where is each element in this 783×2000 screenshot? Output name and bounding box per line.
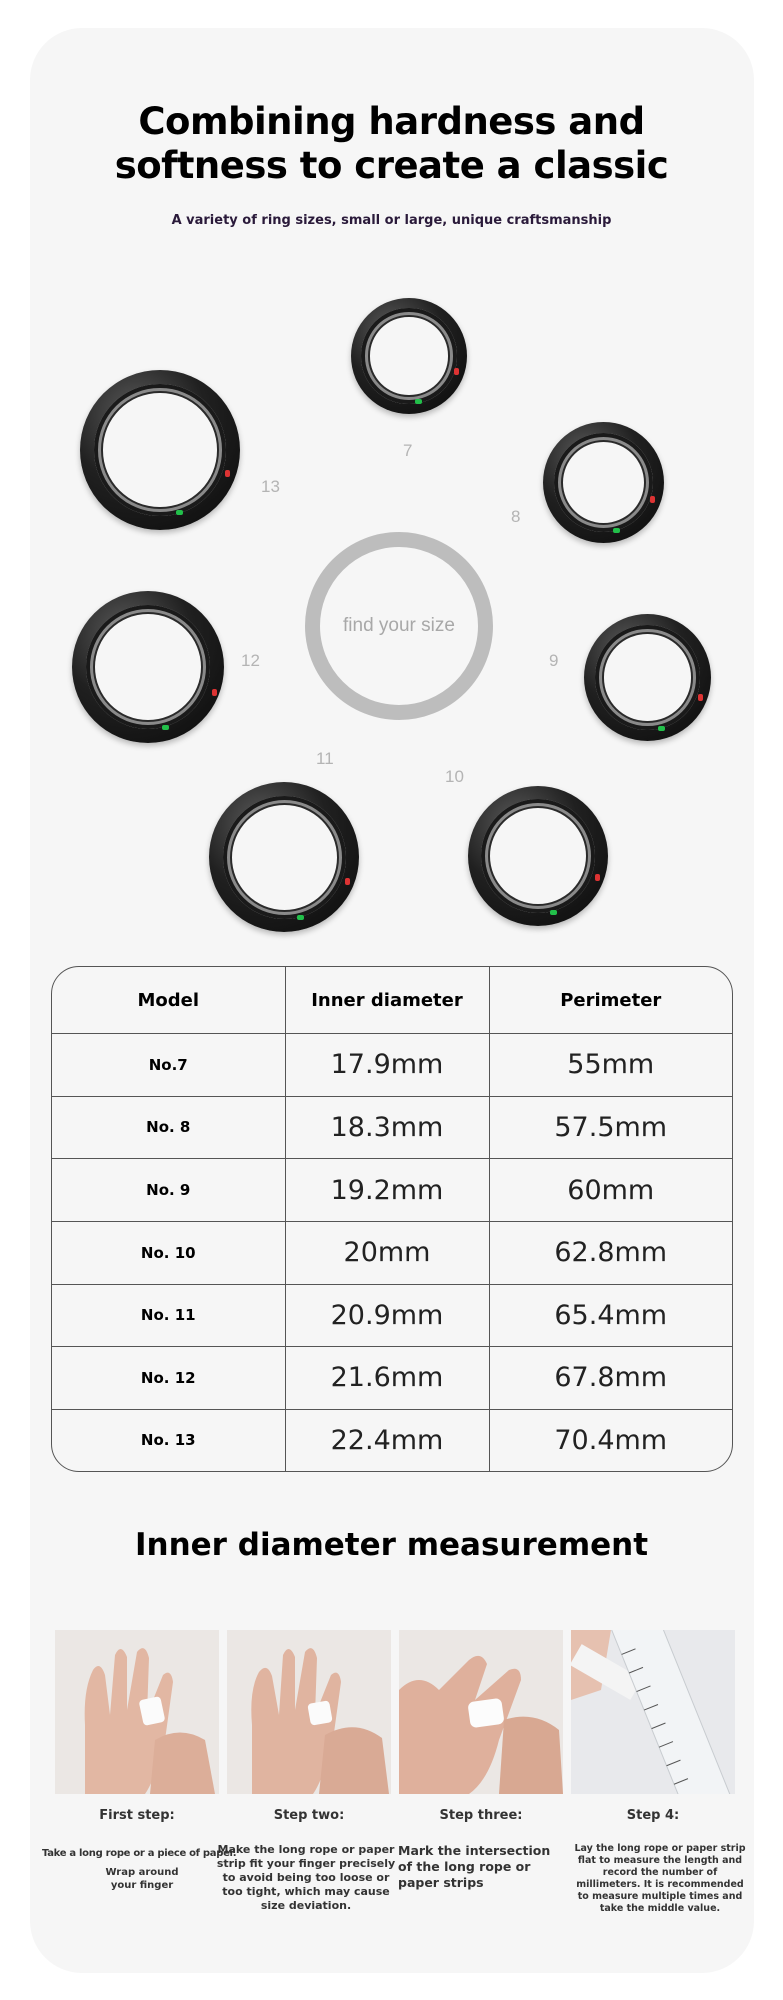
step-3-photo [399,1630,563,1794]
table-row [52,1409,732,1471]
size-label-8: 8 [511,507,521,526]
inner-diameter-cell: 21.6mm [285,1347,489,1410]
model-cell: No. 12 [52,1347,285,1410]
inner-diameter-cell: 20mm [285,1221,489,1284]
perimeter-cell: 57.5mm [489,1096,732,1159]
step-1-title: First step: [99,1808,175,1823]
step-4-photo [571,1630,735,1794]
page-subtitle: A variety of ring sizes, small or large, unique craftsmanship [171,213,612,228]
perimeter-cell: 65.4mm [489,1284,732,1347]
ring-size-12 [72,591,224,743]
table-row [52,1034,732,1097]
header-perimeter: Perimeter [489,967,732,1034]
header-inner-diameter: Inner diameter [285,967,489,1034]
ring-size-8 [543,422,664,543]
perimeter-cell: 62.8mm [489,1221,732,1284]
title-line-2: softness to create a classic [114,144,669,187]
ring-size-10 [468,786,608,926]
size-table [51,966,733,1472]
perimeter-cell: 70.4mm [554,1424,668,1456]
model-cell: No. 8 [52,1096,285,1159]
title-line-1: Combining hardness and [138,100,645,143]
step-3-title: Step three: [439,1808,523,1823]
model-cell: No. 10 [52,1221,285,1284]
size-label-7: 7 [403,441,413,460]
step-4-desc: Lay the long rope or paper strip flat to measure the length and record the number of millimeters. It is recommended to measure multiple times and take the middle value. [574,1843,746,1914]
model-cell: No. 11 [52,1284,285,1347]
step-3-desc: Mark the intersection of the long rope or paper strips [398,1843,551,1890]
table-row [52,1284,732,1347]
header-model: Model [52,967,285,1034]
step-4-title: Step 4: [626,1808,680,1823]
ring-size-7 [351,298,467,414]
size-label-12: 12 [241,651,260,670]
model-cell: No. 9 [52,1159,285,1222]
find-size-text: find your size [343,615,455,636]
perimeter-cell: 67.8mm [489,1347,732,1410]
size-label-9: 9 [549,651,559,670]
model-cell: No.7 [52,1034,285,1097]
step-2-title: Step two: [273,1808,345,1823]
table-header-row [52,967,732,1034]
perimeter-cell: 55mm [489,1034,732,1097]
inner-diameter-cell: 18.3mm [285,1096,489,1159]
table-row [52,1096,732,1159]
size-label-10: 10 [445,767,464,786]
table-row [52,1347,732,1410]
size-label-11: 11 [316,749,334,768]
size-label-13: 13 [261,477,280,496]
perimeter-cell: 60mm [489,1159,732,1222]
inner-diameter-cell: 22.4mm [285,1409,489,1471]
measurement-title: Inner diameter measurement [134,1527,649,1563]
step-1-desc-b: Wrap around your finger [105,1867,179,1891]
step-1-desc-a: Take a long rope or a piece of paper. [42,1848,237,1859]
step-2-photo [227,1630,391,1794]
step-1-photo [55,1630,219,1794]
table-row [52,1159,732,1222]
inner-diameter-cell: 17.9mm [285,1034,489,1097]
table-row [52,1221,732,1284]
ring-size-13 [80,370,240,530]
inner-diameter-cell: 19.2mm [285,1159,489,1222]
step-2-desc: Make the long rope or paper strip fit your finger precisely to avoid being too loose or too tight, which may cause size deviation. [216,1843,396,1912]
ring-size-11 [209,782,359,932]
page-title [0,100,783,188]
model-cell: No. 13 [52,1409,285,1471]
ring-size-9 [584,614,711,741]
inner-diameter-cell: 20.9mm [285,1284,489,1347]
